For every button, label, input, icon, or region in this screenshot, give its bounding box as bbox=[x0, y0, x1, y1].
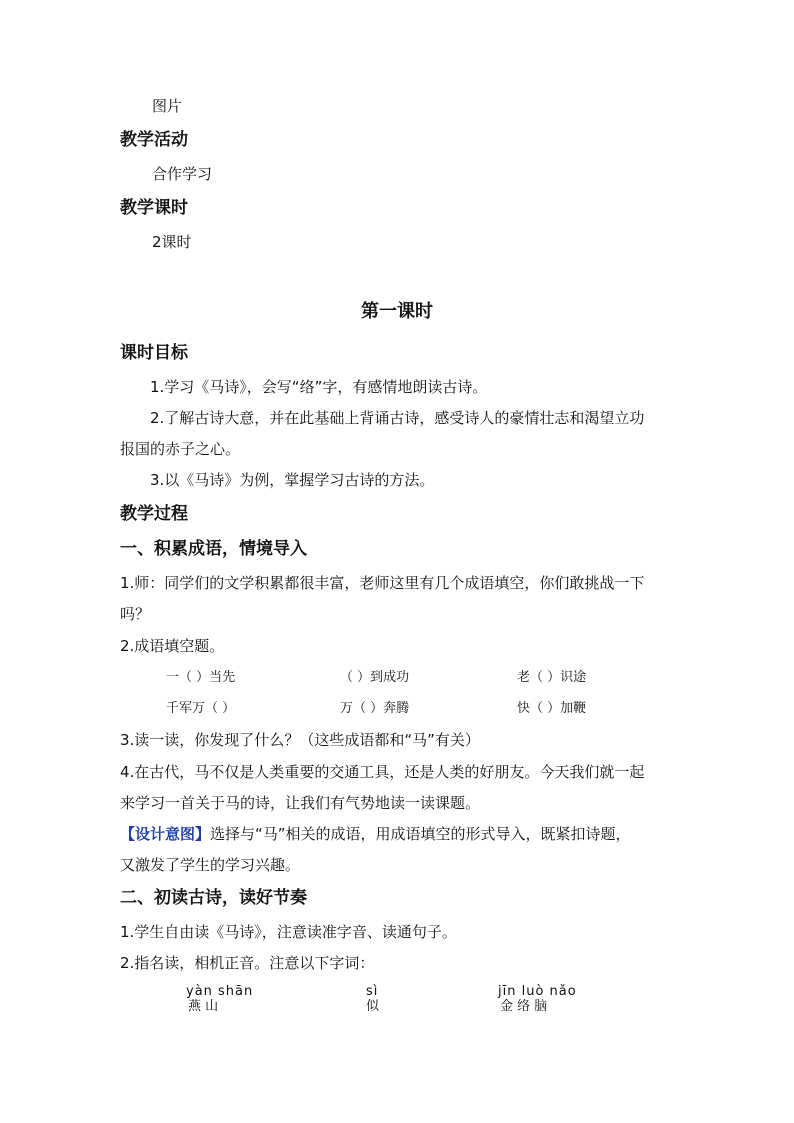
section1-step3: 3.读一读，你发现了什么？（这些成语都和“马”有关） bbox=[120, 731, 480, 749]
idiom-blank: 快（ ）加鞭 bbox=[517, 701, 587, 716]
process-heading: 教学过程 bbox=[120, 504, 188, 524]
idiom-blank: 老（ ）识途 bbox=[517, 670, 587, 685]
pinyin: sì bbox=[366, 984, 379, 999]
goal-item: 2.了解古诗大意，并在此基础上背诵古诗，感受诗人的豪情壮志和渴望立功 bbox=[150, 409, 645, 427]
goals-heading: 课时目标 bbox=[120, 343, 188, 363]
section1-heading: 一、积累成语，情境导入 bbox=[120, 539, 307, 559]
design-intent-text: 选择与“马”相关的成语，用成语填空的形式导入，既紧扣诗题， bbox=[210, 825, 631, 843]
section1-step1: 1.师：同学们的文学积累都很丰富，老师这里有几个成语填空，你们敢挑战一下 bbox=[120, 574, 645, 592]
goal-item: 3.以《马诗》为例，掌握学习古诗的方法。 bbox=[150, 471, 435, 489]
section2-step2: 2.指名读，相机正音。注意以下字词： bbox=[120, 954, 375, 972]
idiom-blank: 万（ ）奔腾 bbox=[340, 701, 410, 716]
idiom-blank: 一（ ）当先 bbox=[166, 670, 236, 685]
idiom-blank: （ ）到成功 bbox=[340, 670, 410, 685]
activity-heading: 教学活动 bbox=[120, 130, 188, 150]
design-intent-continuation: 又激发了学生的学习兴趣。 bbox=[120, 856, 301, 874]
pinyin: jīn luò nǎo bbox=[498, 984, 577, 999]
goal-item: 1.学习《马诗》，会写“络”字，有感情地朗读古诗。 bbox=[150, 378, 488, 396]
lesson-title: 第一课时 bbox=[361, 301, 433, 322]
idiom-blank: 千军万（ ） bbox=[166, 701, 236, 716]
section2-heading: 二、初读古诗，读好节奏 bbox=[120, 888, 307, 908]
hours-value: 2课时 bbox=[152, 233, 192, 251]
section1-step4-continuation: 来学习一首关于马的诗，让我们有气势地读一读课题。 bbox=[120, 794, 481, 812]
hanzi: 似 bbox=[366, 999, 380, 1014]
goal-item-continuation: 报国的赤子之心。 bbox=[120, 440, 241, 458]
hours-heading: 教学课时 bbox=[120, 198, 188, 218]
hanzi: 燕 山 bbox=[188, 999, 219, 1014]
design-intent bbox=[120, 824, 631, 844]
pinyin: yàn shān bbox=[186, 984, 254, 999]
design-intent-label: 【设计意图】 bbox=[120, 825, 211, 843]
activity-value: 合作学习 bbox=[152, 165, 213, 183]
section2-step1: 1.学生自由读《马诗》，注意读准字音、读通句子。 bbox=[120, 923, 457, 941]
hanzi: 金 络 脑 bbox=[500, 999, 548, 1014]
section1-step2: 2.成语填空题。 bbox=[120, 637, 225, 655]
section1-step1-continuation: 吗？ bbox=[120, 605, 151, 623]
section1-step4: 4.在古代，马不仅是人类重要的交通工具，还是人类的好朋友。今天我们就一起 bbox=[120, 763, 645, 781]
materials-value: 图片 bbox=[152, 97, 183, 115]
